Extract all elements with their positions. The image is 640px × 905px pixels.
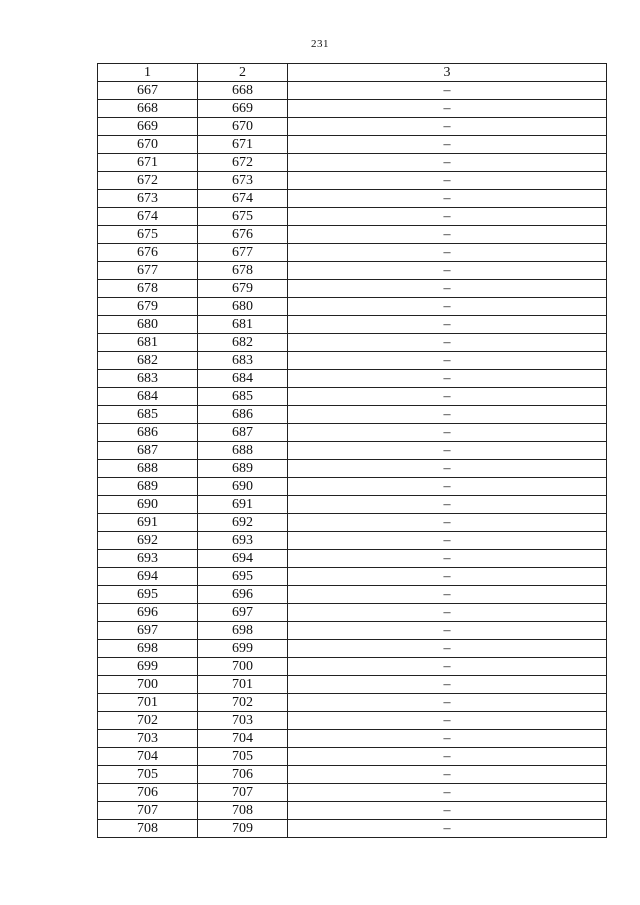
table-cell-col-3: –	[288, 820, 607, 838]
table-cell-col-1: 698	[98, 640, 198, 658]
table-cell-col-2: 701	[198, 676, 288, 694]
table-cell-col-3: –	[288, 388, 607, 406]
table-cell-col-1: 673	[98, 190, 198, 208]
table-row	[98, 604, 607, 622]
table-row	[98, 298, 607, 316]
table-cell-col-1: 682	[98, 352, 198, 370]
table-cell-col-3: –	[288, 172, 607, 190]
table-row	[98, 730, 607, 748]
table-cell-col-1: 676	[98, 244, 198, 262]
table-cell-col-3: –	[288, 712, 607, 730]
table-cell-col-1: 681	[98, 334, 198, 352]
table-cell-col-2: 685	[198, 388, 288, 406]
table-cell-col-1: 684	[98, 388, 198, 406]
table-cell-col-1: 691	[98, 514, 198, 532]
table-cell-col-3: –	[288, 586, 607, 604]
table-cell-col-2: 700	[198, 658, 288, 676]
table-row	[98, 316, 607, 334]
table-row	[98, 622, 607, 640]
table-cell-col-2: 678	[198, 262, 288, 280]
table-cell-col-1: 704	[98, 748, 198, 766]
table-cell-col-2: 694	[198, 550, 288, 568]
table-cell-col-1: 675	[98, 226, 198, 244]
table-cell-col-2: 687	[198, 424, 288, 442]
column-header-2: 2	[198, 64, 288, 82]
table-cell-col-1: 688	[98, 460, 198, 478]
table-cell-col-3: –	[288, 604, 607, 622]
table-cell-col-2: 704	[198, 730, 288, 748]
table-header	[98, 64, 607, 82]
table-cell-col-1: 667	[98, 82, 198, 100]
table-row	[98, 388, 607, 406]
table-row	[98, 352, 607, 370]
table-cell-col-2: 688	[198, 442, 288, 460]
data-table	[97, 63, 607, 838]
table-cell-col-2: 707	[198, 784, 288, 802]
table-cell-col-1: 685	[98, 406, 198, 424]
table-cell-col-2: 679	[198, 280, 288, 298]
table-row	[98, 496, 607, 514]
column-header-3: 3	[288, 64, 607, 82]
table-cell-col-2: 689	[198, 460, 288, 478]
table-cell-col-3: –	[288, 622, 607, 640]
table-cell-col-3: –	[288, 262, 607, 280]
table-row	[98, 154, 607, 172]
table-cell-col-1: 694	[98, 568, 198, 586]
table-cell-col-1: 689	[98, 478, 198, 496]
table-body	[98, 82, 607, 838]
table-cell-col-2: 676	[198, 226, 288, 244]
table-cell-col-1: 670	[98, 136, 198, 154]
table-cell-col-3: –	[288, 676, 607, 694]
table-cell-col-1: 686	[98, 424, 198, 442]
table-cell-col-2: 677	[198, 244, 288, 262]
table-cell-col-2: 681	[198, 316, 288, 334]
table-row	[98, 694, 607, 712]
table-cell-col-1: 687	[98, 442, 198, 460]
table-row	[98, 190, 607, 208]
table-row	[98, 244, 607, 262]
table-cell-col-3: –	[288, 568, 607, 586]
table-cell-col-2: 671	[198, 136, 288, 154]
table-cell-col-2: 690	[198, 478, 288, 496]
table-cell-col-1: 700	[98, 676, 198, 694]
table-cell-col-2: 706	[198, 766, 288, 784]
table-row	[98, 766, 607, 784]
table-row	[98, 478, 607, 496]
table-cell-col-1: 702	[98, 712, 198, 730]
table-row	[98, 424, 607, 442]
table-row	[98, 262, 607, 280]
table-cell-col-3: –	[288, 532, 607, 550]
table-cell-col-2: 708	[198, 802, 288, 820]
table-cell-col-3: –	[288, 136, 607, 154]
table-cell-col-3: –	[288, 208, 607, 226]
table-cell-col-1: 707	[98, 802, 198, 820]
table-cell-col-3: –	[288, 748, 607, 766]
table-row	[98, 748, 607, 766]
table-cell-col-2: 682	[198, 334, 288, 352]
table-cell-col-1: 701	[98, 694, 198, 712]
table-row	[98, 226, 607, 244]
table-cell-col-2: 697	[198, 604, 288, 622]
table-cell-col-2: 705	[198, 748, 288, 766]
table-cell-col-2: 698	[198, 622, 288, 640]
table-cell-col-2: 675	[198, 208, 288, 226]
table-cell-col-3: –	[288, 334, 607, 352]
table-row	[98, 712, 607, 730]
table-cell-col-3: –	[288, 514, 607, 532]
table-row	[98, 118, 607, 136]
table-cell-col-3: –	[288, 460, 607, 478]
table-cell-col-1: 697	[98, 622, 198, 640]
table-cell-col-2: 670	[198, 118, 288, 136]
table-cell-col-1: 696	[98, 604, 198, 622]
table-row	[98, 334, 607, 352]
table-cell-col-1: 674	[98, 208, 198, 226]
table-cell-col-2: 686	[198, 406, 288, 424]
table-cell-col-1: 668	[98, 100, 198, 118]
table-cell-col-2: 669	[198, 100, 288, 118]
table-cell-col-3: –	[288, 406, 607, 424]
table-cell-col-1: 672	[98, 172, 198, 190]
table-row	[98, 514, 607, 532]
table-cell-col-1: 671	[98, 154, 198, 172]
table-cell-col-2: 699	[198, 640, 288, 658]
table-cell-col-3: –	[288, 370, 607, 388]
table-row	[98, 100, 607, 118]
table-cell-col-3: –	[288, 766, 607, 784]
table-row	[98, 442, 607, 460]
table-cell-col-1: 706	[98, 784, 198, 802]
table-cell-col-3: –	[288, 154, 607, 172]
table-cell-col-3: –	[288, 118, 607, 136]
table-cell-col-1: 703	[98, 730, 198, 748]
table-cell-col-1: 690	[98, 496, 198, 514]
table-cell-col-2: 703	[198, 712, 288, 730]
table-cell-col-2: 709	[198, 820, 288, 838]
table-row	[98, 550, 607, 568]
table-cell-col-3: –	[288, 442, 607, 460]
table-cell-col-1: 708	[98, 820, 198, 838]
table-cell-col-3: –	[288, 784, 607, 802]
table-cell-col-2: 692	[198, 514, 288, 532]
table-cell-col-3: –	[288, 730, 607, 748]
table-row	[98, 784, 607, 802]
table-row	[98, 280, 607, 298]
table-cell-col-3: –	[288, 496, 607, 514]
table-cell-col-1: 695	[98, 586, 198, 604]
table-cell-col-3: –	[288, 190, 607, 208]
table-row	[98, 172, 607, 190]
table-cell-col-1: 699	[98, 658, 198, 676]
table-row	[98, 820, 607, 838]
table-cell-col-3: –	[288, 550, 607, 568]
table-cell-col-2: 693	[198, 532, 288, 550]
column-header-1: 1	[98, 64, 198, 82]
table-cell-col-2: 673	[198, 172, 288, 190]
table-row	[98, 136, 607, 154]
table-cell-col-1: 693	[98, 550, 198, 568]
table-cell-col-3: –	[288, 316, 607, 334]
table-cell-col-1: 705	[98, 766, 198, 784]
table-cell-col-2: 674	[198, 190, 288, 208]
table-row	[98, 586, 607, 604]
table-row	[98, 370, 607, 388]
table-row	[98, 802, 607, 820]
table-cell-col-3: –	[288, 82, 607, 100]
table-cell-col-2: 668	[198, 82, 288, 100]
table-cell-col-3: –	[288, 100, 607, 118]
table-cell-col-2: 684	[198, 370, 288, 388]
table-cell-col-3: –	[288, 226, 607, 244]
table-cell-col-3: –	[288, 478, 607, 496]
table-cell-col-3: –	[288, 424, 607, 442]
table-cell-col-2: 695	[198, 568, 288, 586]
table-cell-col-3: –	[288, 244, 607, 262]
table-row	[98, 568, 607, 586]
table-cell-col-3: –	[288, 658, 607, 676]
table-cell-col-1: 677	[98, 262, 198, 280]
table-cell-col-1: 680	[98, 316, 198, 334]
table-cell-col-2: 696	[198, 586, 288, 604]
table-cell-col-3: –	[288, 802, 607, 820]
table-row	[98, 640, 607, 658]
table-cell-col-1: 683	[98, 370, 198, 388]
table-cell-col-2: 680	[198, 298, 288, 316]
table-cell-col-3: –	[288, 640, 607, 658]
table-row	[98, 208, 607, 226]
table-row	[98, 460, 607, 478]
table-row	[98, 82, 607, 100]
table-cell-col-1: 679	[98, 298, 198, 316]
table-cell-col-2: 691	[198, 496, 288, 514]
table-cell-col-3: –	[288, 280, 607, 298]
table-cell-col-2: 683	[198, 352, 288, 370]
table-cell-col-1: 678	[98, 280, 198, 298]
table-row	[98, 532, 607, 550]
page-number: 231	[311, 38, 329, 50]
table-cell-col-2: 672	[198, 154, 288, 172]
table-cell-col-3: –	[288, 352, 607, 370]
table-row	[98, 406, 607, 424]
table-cell-col-1: 692	[98, 532, 198, 550]
table-row	[98, 676, 607, 694]
table-cell-col-3: –	[288, 694, 607, 712]
table-row	[98, 658, 607, 676]
table-cell-col-1: 669	[98, 118, 198, 136]
table-cell-col-3: –	[288, 298, 607, 316]
header-row	[98, 64, 607, 82]
table-cell-col-2: 702	[198, 694, 288, 712]
